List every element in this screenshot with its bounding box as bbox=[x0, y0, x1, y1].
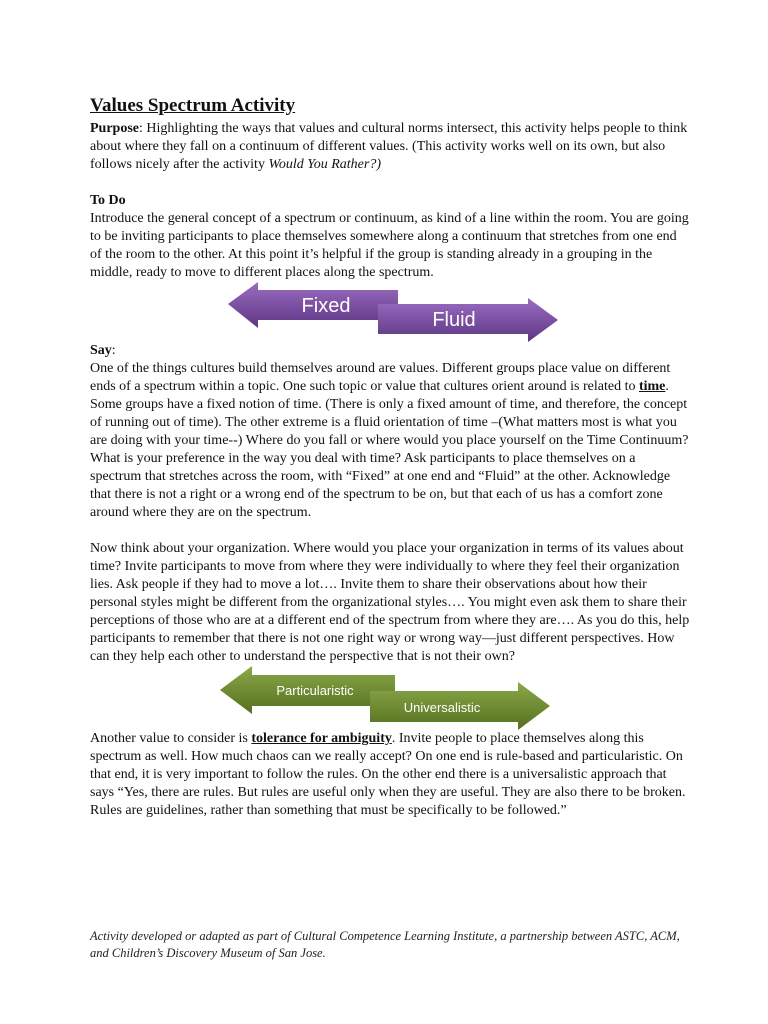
amb-before: Another value to consider is bbox=[90, 731, 252, 746]
purpose-label: Purpose bbox=[90, 121, 139, 136]
todo-heading: To Do bbox=[90, 193, 126, 208]
amb-bold: tolerance for ambiguity bbox=[251, 731, 392, 746]
say-paragraph-2: Some groups have a fixed notion of time. (There is only a fixed amount of time, and therefore, the concept of running out of time). The other extreme is a fluid orientation of time –(What matters most is what you are doing with your time--) Where do you fall or where would you place yourself on the Time Continuum? What is your preference in the way you deal with time? Ask participants to place themselves on a spectrum that stretches across the room, with “Fixed” at one end and “Fluid” at the other. Acknowledge that there is not a right or a wrong end of the spectrum to be on, but that each of us has a comfort zone around where they are on the spectrum. bbox=[90, 397, 689, 520]
double-arrow-icon bbox=[220, 666, 550, 730]
arrow2-left-label: Particularistic bbox=[276, 683, 354, 698]
todo-paragraph: Introduce the general concept of a spectrum or continuum, as kind of a line within the room. You are going to be inviting participants to place themselves somewhere along a continuum that stretches from one end of the room to the other. At this point it’s helpful if the group is standing already in a grouping in the middle, ready to move to different places along the spectrum. bbox=[90, 211, 689, 280]
say-p1-after: . bbox=[665, 379, 669, 394]
ambiguity-paragraph bbox=[90, 730, 690, 820]
document-title: Values Spectrum Activity bbox=[90, 95, 296, 116]
arrow2-right-label: Universalistic bbox=[403, 700, 481, 715]
document-body bbox=[90, 94, 690, 820]
particularistic-universalistic-arrow bbox=[90, 666, 690, 730]
say-line bbox=[90, 342, 690, 360]
purpose-text: : Highlighting the ways that values and cultural norms intersect, this activity helps people to think about where they fall on a continuum of different values. (This activity works well on its own, but also follows nicely after the activity bbox=[90, 121, 688, 172]
say-label: Say bbox=[90, 343, 112, 358]
say-p1-time: time bbox=[638, 379, 666, 394]
arrow1-left-label: Fixed bbox=[301, 295, 351, 317]
organization-paragraph: Now think about your organization. Where would you place your organization in terms of its values about time? Invite participants to move from where they were individually to where they feel their organization lies. Ask people if they had to move a lot…. Invite them to share their observations about how their personal styles might be different from the organizational styles…. You might even ask them to share their perceptions of those who are at a different end of the spectrum from where they are…. As you do this, help participants to remember that there is not one right way or wrong way—just different perspectives. How can they help each other to understand the perspective that is not their own? bbox=[90, 541, 690, 664]
purpose-italic: Would You Rather?) bbox=[268, 157, 381, 172]
arrow1-right-label: Fluid bbox=[432, 309, 476, 331]
fixed-fluid-arrow bbox=[90, 282, 690, 342]
say-p1-before: One of the things cultures build themselves around are values. Different groups place value on different ends of a spectrum within a topic. One such topic or value that cultures orient around is related to bbox=[90, 361, 671, 394]
purpose-paragraph bbox=[90, 120, 690, 174]
footer-note: Activity developed or adapted as part of Cultural Competence Learning Institute, a partnership between ASTC, ACM, and Children’s Discovery Museum of San Jose. bbox=[90, 929, 680, 960]
say-colon: : bbox=[111, 343, 116, 358]
say-paragraph-1 bbox=[90, 360, 690, 396]
amb-after: . Invite people to place themselves along this spectrum as well. How much chaos can we really accept? On one end is rule-based and particularistic. On that end, it is very important to follow the rules. On the other end there is a universalistic approach that says “Yes, there are rules. But rules are useful only when they are useful. They are also there to be broken. Rules are guidelines, rather than something that must be specifically to be followed.” bbox=[90, 731, 686, 818]
double-arrow-icon bbox=[228, 282, 558, 342]
